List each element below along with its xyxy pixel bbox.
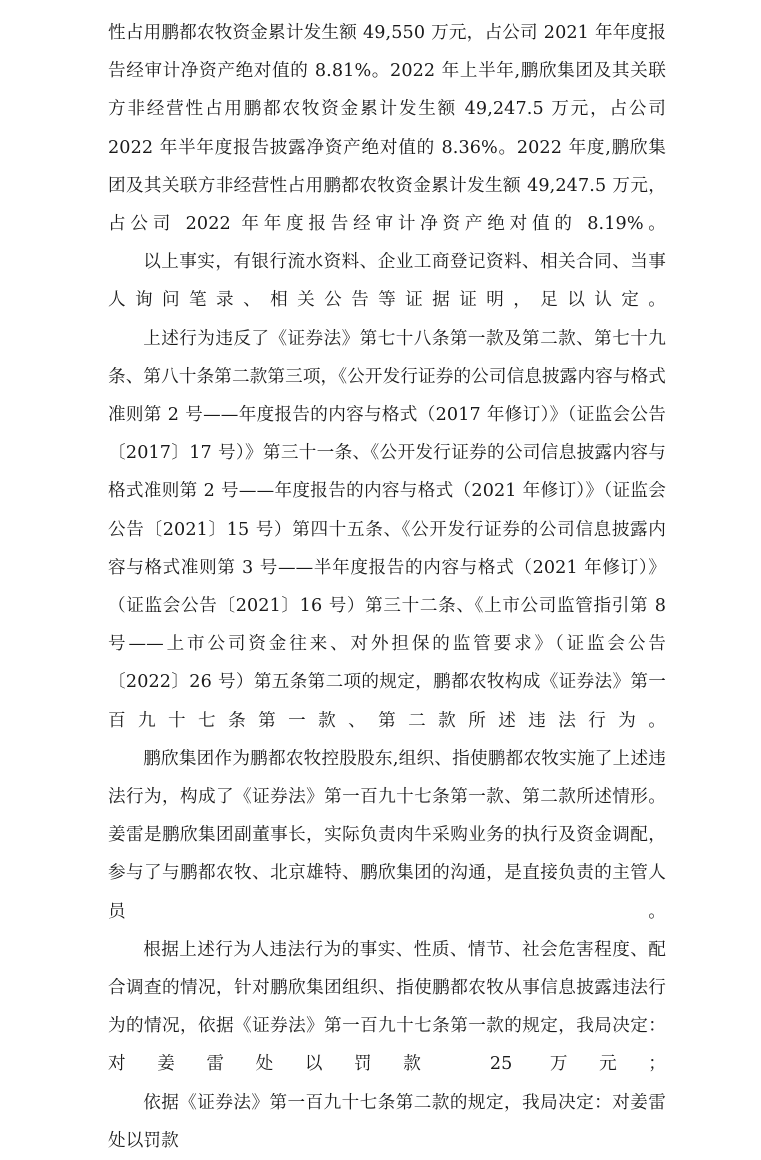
- paragraph-pengxin-group-and-person: 鹏欣集团作为鹏都农牧控股股东,组织、指使鹏都农牧实施了上述违法行为，构成了《证券法》第一百九十七条第一款、第二款所述情形。姜雷是鹏欣集团副董事长，实际负责肉牛采购业务的执行及资金调配，参与了与鹏都农牧、北京雄特、鹏欣集团的沟通，是直接负责的主管人员。: [108, 748, 666, 922]
- paragraph-evidence: 以上事实，有银行流水资料、企业工商登记资料、相关合同、当事人询问笔录、相关公告等证据证明，足以认定。: [108, 252, 666, 311]
- paragraph-violated-provisions: 上述行为违反了《证券法》第七十八条第一款及第二款、第七十九条、第八十条第二款第三项，《公开发行证券的公司信息披露内容与格式准则第 2 号——年度报告的内容与格式（2017 年修订）》（证监会公告〔2017〕17 号）》第三十一条、《公开发行证券的公司信息披露内容与格式准则第 2 号——年度报告的内容与格式（2021 年修订）》（证监会公告〔2021〕15 号）第四十五条、《公开发行证券的公司信息披露内容与格式准则第 3 号——半年度报告的内容与格式（2021 年修订）》（证监会公告〔2021〕16 号）第三十二条、《上市公司监管指引第 8 号——上市公司资金往来、对外担保的监管要求》（证监会公告〔2022〕26 号）第五条第二项的规定，鹏都农牧构成《证券法》第一百九十七条第一款、第二款所述违法行为。: [108, 328, 666, 731]
- paragraph-penalty-second-clause: 依据《证券法》第一百九十七条第二款的规定，我局决定：对姜雷处以罚款: [108, 1092, 666, 1151]
- document-body: [108, 14, 666, 1160]
- paragraph-continued-capital-occupation: 性占用鹏都农牧资金累计发生额 49,550 万元，占公司 2021 年年度报告经审计净资产绝对值的 8.81%。2022 年上半年,鹏欣集团及其关联方非经营性占用鹏都农牧资金累计发生额 49,247.5 万元，占公司 2022 年半年度报告披露净资产绝对值的 8.36%。2022 年度,鹏欣集团及其关联方非经营性占用鹏都农牧资金累计发生额 49,247.5 万元，占公司 2022 年年度报告经审计净资产绝对值的 8.19%。: [108, 23, 666, 235]
- paragraph-penalty-first-clause: 根据上述行为人违法行为的事实、性质、情节、社会危害程度、配合调查的情况，针对鹏欣集团组织、指使鹏都农牧从事信息披露违法行为的情况，依据《证券法》第一百九十七条第一款的规定，我局决定：对姜雷处以罚款 25 万元；: [108, 939, 666, 1075]
